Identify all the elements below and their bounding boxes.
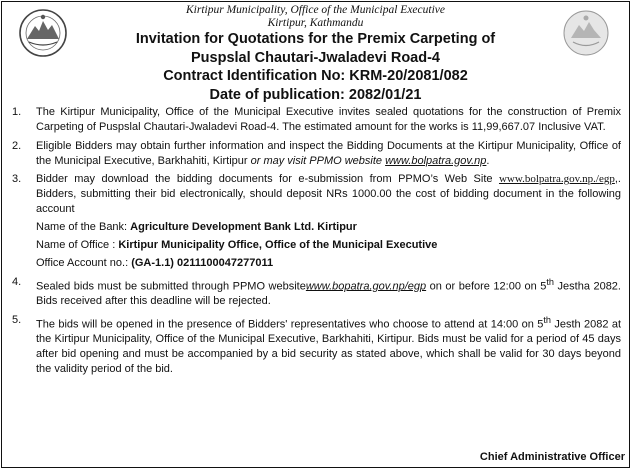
egp-link[interactable]: www.bolpatra.gov.np./egp [498,173,615,185]
list-item [2,275,629,310]
notice-title-line1: Invitation for Quotations for the Premix Carpeting of [135,31,496,47]
notice-items [2,105,629,377]
ordinal-suffix: th [543,314,551,325]
bank-line [36,220,621,235]
item-number: 3. [12,173,22,185]
account-value: (GA-1.1) 0211100047277011 [131,257,274,269]
notice-page [1,1,630,468]
municipality-seal-left-icon [18,8,68,58]
notice-title-line2: Puspslal Chautari-Jwaladevi Road-4 [191,49,440,66]
office-name: Kirtipur Municipality, Office of the Municipal Executive [185,4,445,16]
item-text: Eligible Bidders may obtain further information and inspect the Bidding Documents at the Kirtipur Municipality, Office of the Municipal Executive, Barkhahiti, Kirtipur [36,139,621,167]
office-value: Kirtipur Municipality Office, Office of the Municipal Executive [118,239,438,251]
item-number: 2. [12,139,22,152]
account-line [36,256,621,271]
item-text-end: . [486,154,490,167]
bank-label: Name of the Bank: [36,221,131,233]
publication-date: Date of publication: 2082/01/21 [209,86,422,103]
list-item [2,313,629,378]
contract-id: Contract Identification No: KRM-20/2081/082 [163,68,468,84]
list-item [2,172,629,271]
item-text: Bidder may download the bidding documents for e-submission from PPMO’s Web Site [36,173,499,185]
item-number: 4. [12,275,22,288]
signatory: Chief Administrative Officer [479,451,625,463]
item-text-end: Jestha 2082. Bids received after this deadline will be rejected. [36,280,621,308]
notice-header [2,2,629,104]
bolpatra-link[interactable]: www.bolpatra.gov.np [385,154,487,167]
item-number: 1. [12,106,22,118]
item-text-cont: Jesth 2082 at the Kirtipur Municipality, Office of the Municipal Executive, Barkhahiti, Kirtipur. Bids must be valid for a period of 45 days after bid opening and must be accompanied by a bid security as stated above, which shall be valid for 30 days beyond the validity period of the bid. [36,318,622,376]
account-label: Office Account no.: [36,257,132,269]
item-text: Sealed bids must be submitted through PPMO website [36,280,306,293]
ordinal-suffix: th [546,276,554,287]
item-text-cont: ,. Bidders, submitting their bid electronically, should deposit NRs 1000.00 the cost of bidding document in the following account [36,173,621,215]
egp-submission-link[interactable]: www.bopatra.gov.np/egp [305,280,427,293]
list-item [2,105,629,135]
emblem-right-icon [561,8,611,58]
item-number: 5. [12,313,22,326]
office-location: Kirtipur, Kathmandu [267,17,364,29]
item-text-italic: or may visit PPMO website [247,154,386,167]
item-text-cont: on or before 12:00 on 5 [426,280,547,293]
item-text: The bids will be opened in the presence of Bidders' representatives who choose to attend at 14:00 on 5 [36,318,544,331]
bank-value: Agriculture Development Bank Ltd. Kirtipur [130,221,357,233]
office-label: Name of Office : [36,239,119,251]
list-item [2,139,629,169]
item-text: The Kirtipur Municipality, Office of the Municipal Executive invites sealed quotations for the construction of Premix Carpeting of Puspslal Chautari-Jwaladevi Road-4. The estimated amount for the works is 11,99,667.07 Inclusive VAT. [36,106,621,133]
office-line [36,238,621,253]
